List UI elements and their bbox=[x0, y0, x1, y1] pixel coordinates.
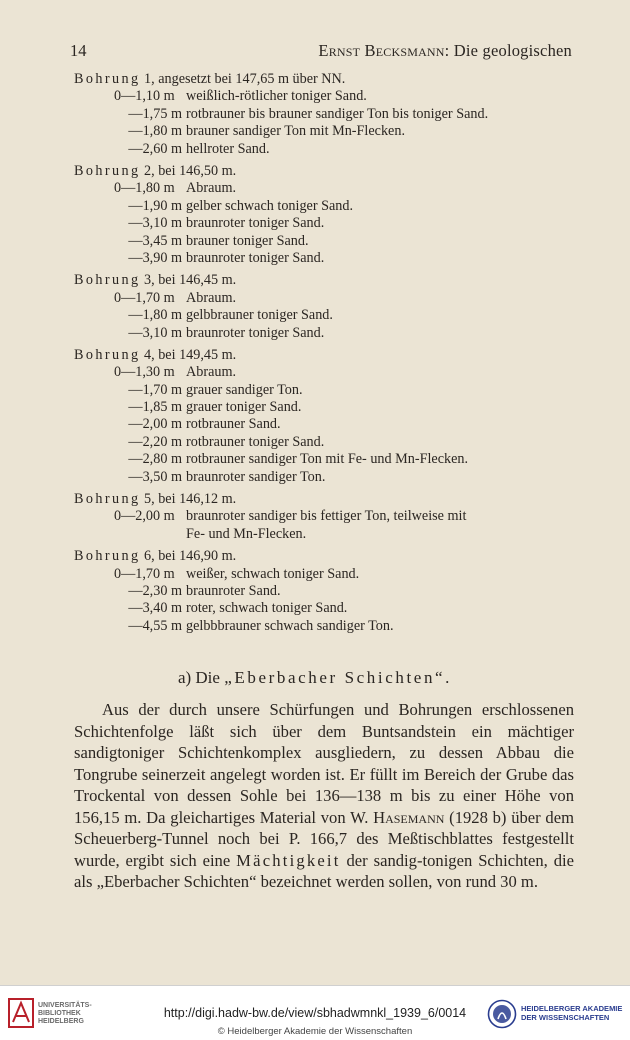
layer-description: Fe- und Mn-Flecken. bbox=[186, 525, 307, 542]
layer-description: weißlich-rötlicher toniger Sand. bbox=[186, 88, 367, 105]
author-last-name: Becksmann bbox=[364, 41, 445, 60]
academy-line-1: HEIDELBERGER AKADEMIE bbox=[521, 1004, 623, 1013]
layer-row bbox=[74, 141, 574, 158]
layer-description: Abraum. bbox=[186, 180, 237, 197]
viewer-footer bbox=[0, 985, 630, 1040]
paragraph-part-3: der sandig-tonigen Schichten, die als „Eberbacher Schichten“ bezeichnet werden sollen, von rund 30 m. bbox=[74, 850, 575, 891]
layer-row bbox=[74, 600, 574, 617]
layer-row bbox=[74, 250, 574, 267]
layer-row bbox=[74, 416, 574, 433]
academy-line-2: DER WISSENSCHAFTEN bbox=[521, 1013, 610, 1022]
layer-row bbox=[74, 566, 574, 583]
layer-description: braunroter toniger Sand. bbox=[186, 249, 325, 266]
boring-location: 1, angesetzt bei 147,65 m über NN. bbox=[140, 71, 346, 87]
layer-description: grauer sandiger Ton. bbox=[186, 381, 303, 398]
layer-row bbox=[74, 307, 574, 324]
boring-records bbox=[74, 71, 574, 640]
section-title: „Eberbacher Schichten“. bbox=[224, 668, 453, 687]
layer-depth: —2,30 m bbox=[128, 583, 182, 600]
layer-depth: 0—1,80 m bbox=[114, 180, 175, 197]
boring-record bbox=[74, 71, 574, 158]
boring-label: Bohrung bbox=[74, 71, 141, 87]
layer-depth: —1,80 m bbox=[128, 123, 182, 140]
layer-description: gelbbrauner toniger Sand. bbox=[186, 307, 333, 324]
layer-depth: —2,00 m bbox=[128, 416, 182, 433]
boring-label: Bohrung bbox=[74, 346, 141, 363]
layer-row bbox=[74, 451, 574, 468]
running-header bbox=[70, 41, 572, 63]
boring-location: 5, bei 146,12 m. bbox=[140, 491, 237, 508]
layer-depth: 0—1,70 m bbox=[114, 565, 175, 582]
layer-depth: —3,45 m bbox=[128, 232, 182, 249]
layer-description: hellroter Sand. bbox=[186, 140, 270, 157]
layer-row bbox=[74, 583, 574, 600]
layer-description: roter, schwach toniger Sand. bbox=[186, 600, 348, 617]
permalink[interactable]: http://digi.hadw-bw.de/view/sbhadwmnkl_1939_6/0014 bbox=[163, 1006, 467, 1020]
layer-row bbox=[74, 106, 574, 123]
boring-label: Bohrung bbox=[74, 548, 141, 565]
boring-title bbox=[74, 491, 574, 508]
academy-seal-icon[interactable] bbox=[487, 999, 517, 1029]
layer-row bbox=[74, 123, 574, 140]
ub-line-2: BIBLIOTHEK bbox=[38, 1010, 81, 1017]
paragraph-part-1: Aus der durch unsere Schürfungen und Bohrungen erschlossenen Schichtenfolge läßt sich über dem Buntsandstein ein mächtiger sandigtoniger Schichtenkomplex ausgliedern, zu dessen Abbau die Tongrube seinerzeit angelegt worden ist. Er füllt im Bereich der Grube das Trockental von dessen Sohle bei 136—138 m bis zu einer Höhe von 156,15 m. Da gleichartiges Material von W. bbox=[74, 700, 574, 827]
layer-description: brauner toniger Sand. bbox=[186, 232, 309, 249]
ub-line-3: HEIDELBERG bbox=[38, 1018, 84, 1025]
layer-description: braunroter toniger Sand. bbox=[186, 324, 325, 341]
layer-row bbox=[74, 469, 574, 486]
layer-row bbox=[74, 290, 574, 307]
layer-depth: —2,20 m bbox=[128, 433, 182, 450]
layer-row bbox=[74, 233, 574, 250]
layer-depth: 0—1,30 m bbox=[114, 364, 175, 381]
emphasized-term: Mächtigkeit bbox=[236, 850, 341, 870]
layer-row bbox=[74, 382, 574, 399]
layer-description: rotbrauner Sand. bbox=[186, 416, 281, 433]
boring-record bbox=[74, 548, 574, 635]
layer-depth: —3,10 m bbox=[128, 215, 182, 232]
layer-row bbox=[74, 526, 574, 543]
layer-description: braunroter sandiger Ton. bbox=[186, 468, 326, 485]
layer-depth: —2,60 m bbox=[128, 140, 182, 157]
layer-description: gelber schwach toniger Sand. bbox=[186, 197, 354, 214]
layer-description: Abraum. bbox=[186, 289, 237, 306]
layer-description: brauner sandiger Ton mit Mn-Flecken. bbox=[186, 123, 405, 140]
layer-depth: —3,50 m bbox=[128, 468, 182, 485]
boring-record bbox=[74, 272, 574, 342]
layer-description: grauer toniger Sand. bbox=[186, 399, 302, 416]
copyright-notice: © Heidelberger Akademie der Wissenschaften bbox=[217, 1026, 413, 1037]
layer-depth: —1,85 m bbox=[128, 399, 182, 416]
ub-line-1: UNIVERSITÄTS- bbox=[38, 1002, 92, 1009]
boring-location: 3, bei 146,45 m. bbox=[140, 272, 237, 289]
layer-depth: —3,10 m bbox=[128, 324, 182, 341]
layer-depth: —4,55 m bbox=[128, 617, 182, 634]
layer-row bbox=[74, 434, 574, 451]
boring-location: 2, bei 146,50 m. bbox=[140, 162, 237, 179]
layer-depth: —3,90 m bbox=[128, 249, 182, 266]
boring-label: Bohrung bbox=[74, 491, 141, 508]
layer-description: rotbrauner sandiger Ton mit Fe- und Mn-Flecken. bbox=[186, 451, 469, 468]
layer-row bbox=[74, 180, 574, 197]
layer-description: weißer, schwach toniger Sand. bbox=[186, 565, 360, 582]
layer-depth: —1,75 m bbox=[128, 105, 182, 122]
boring-title bbox=[74, 548, 574, 565]
layer-depth: 0—2,00 m bbox=[114, 508, 175, 525]
boring-title bbox=[74, 71, 574, 88]
page-number: 14 bbox=[70, 41, 87, 60]
layer-row bbox=[74, 399, 574, 416]
layer-description: braunroter sandiger bis fettiger Ton, teilweise mit bbox=[186, 508, 467, 525]
layer-description: braunroter toniger Sand. bbox=[186, 215, 325, 232]
layer-depth: 0—1,10 m bbox=[114, 88, 175, 105]
boring-title bbox=[74, 272, 574, 289]
layer-row bbox=[74, 618, 574, 635]
boring-label: Bohrung bbox=[74, 162, 141, 179]
boring-location: 4, bei 149,45 m. bbox=[140, 346, 237, 363]
running-title-rest: : Die geologischen bbox=[444, 41, 572, 60]
layer-row bbox=[74, 215, 574, 232]
layer-description: Abraum. bbox=[186, 364, 237, 381]
running-title bbox=[318, 41, 572, 61]
section-heading bbox=[0, 668, 630, 688]
paragraph-part-2: (1928 b) über dem Scheuerberg-Tunnel noch bei P. 166,7 des Meßtischblattes festgestellt wurde, ergibt sich eine bbox=[74, 807, 575, 870]
layer-description: rotbrauner bis brauner sandiger Ton bis toniger Sand. bbox=[186, 105, 489, 122]
layer-description: rotbrauner toniger Sand. bbox=[186, 433, 325, 450]
layer-row bbox=[74, 88, 574, 105]
layer-depth: —3,40 m bbox=[128, 600, 182, 617]
boring-title bbox=[74, 347, 574, 364]
boring-record bbox=[74, 347, 574, 486]
boring-title bbox=[74, 163, 574, 180]
layer-row bbox=[74, 364, 574, 381]
boring-location: 6, bei 146,90 m. bbox=[140, 548, 237, 565]
layer-depth: 0—1,70 m bbox=[114, 289, 175, 306]
author-first-name: Ernst bbox=[318, 41, 361, 60]
layer-depth: —1,80 m bbox=[128, 307, 182, 324]
layer-depth: —1,90 m bbox=[128, 197, 182, 214]
layer-depth: —2,80 m bbox=[128, 451, 182, 468]
cited-author: Hasemann bbox=[373, 807, 445, 827]
layer-row bbox=[74, 325, 574, 342]
body-paragraph bbox=[74, 699, 574, 893]
academy-name bbox=[521, 1004, 622, 1022]
boring-label: Bohrung bbox=[74, 272, 141, 289]
layer-description: braunroter Sand. bbox=[186, 583, 281, 600]
layer-depth: —1,70 m bbox=[128, 381, 182, 398]
layer-row bbox=[74, 198, 574, 215]
layer-description: gelbbbrauner schwach sandiger Ton. bbox=[186, 617, 394, 634]
section-prefix: a) Die bbox=[177, 668, 225, 687]
boring-record bbox=[74, 163, 574, 267]
layer-row bbox=[74, 508, 574, 525]
boring-record bbox=[74, 491, 574, 543]
